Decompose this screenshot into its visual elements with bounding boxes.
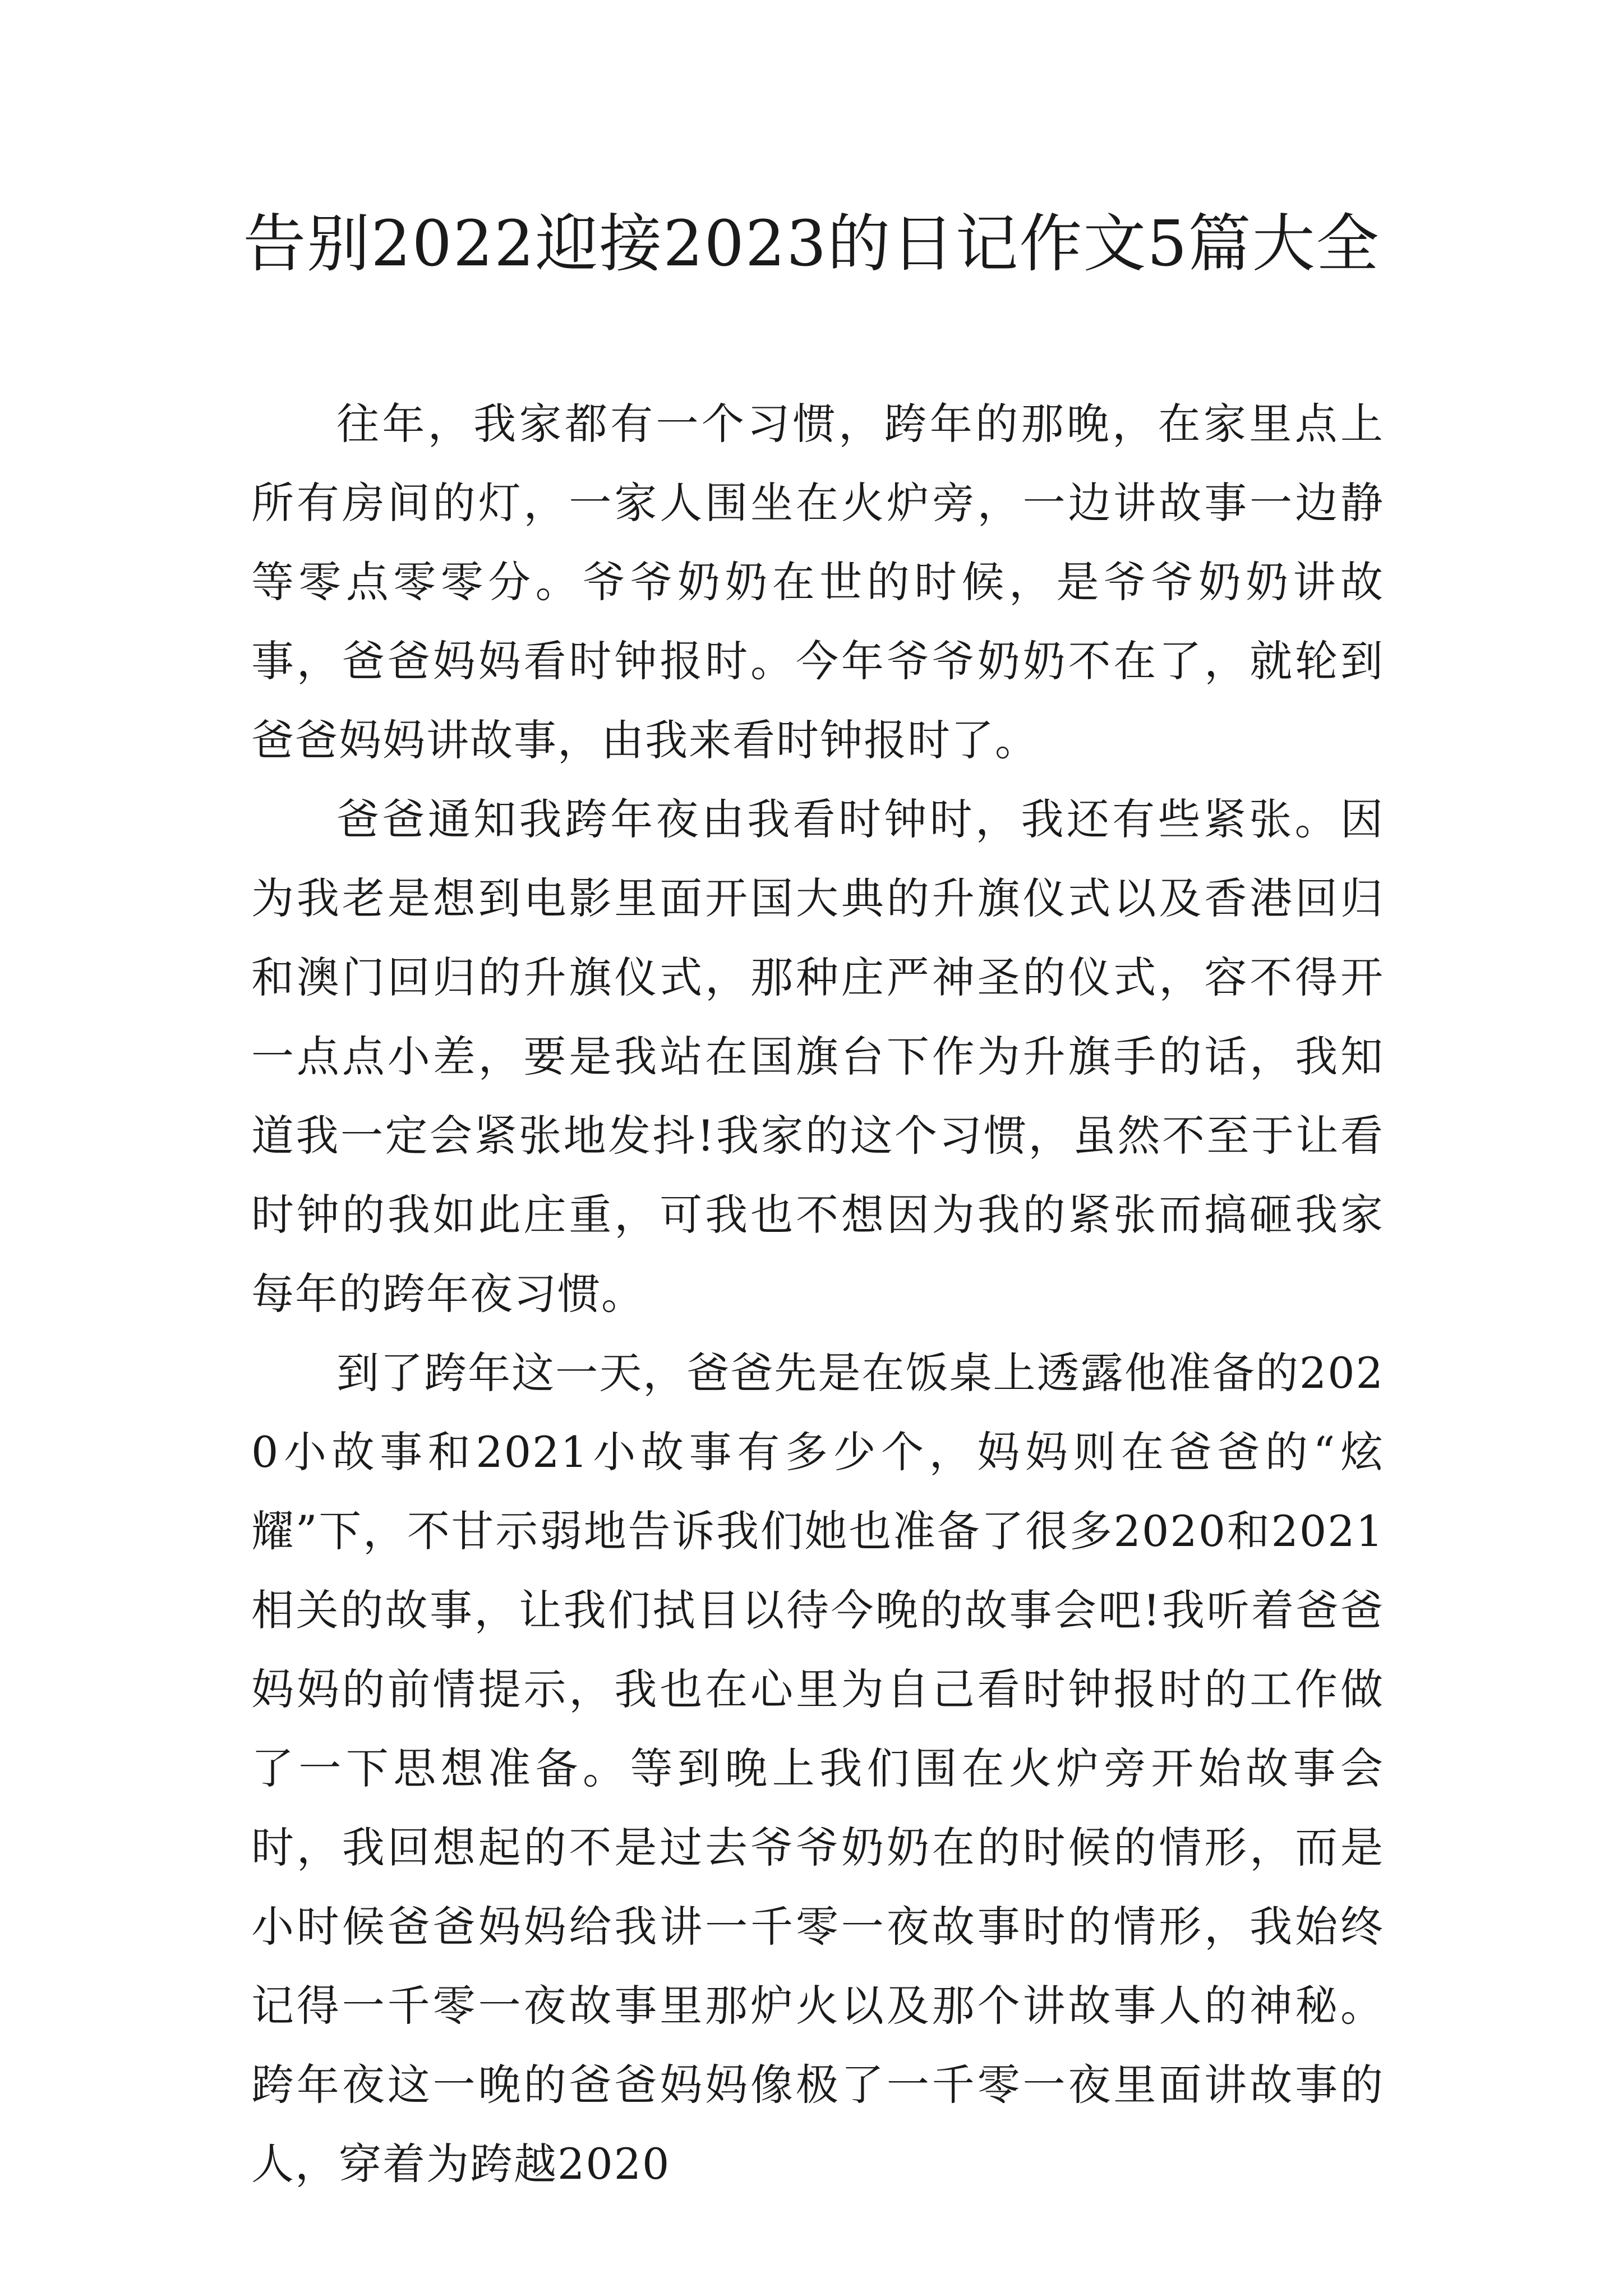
paragraph-3: 到了跨年这一天，爸爸先是在饭桌上透露他准备的2020小故事和2021小故事有多少个，妈妈则在爸爸的“炫耀”下，不甘示弱地告诉我们她也准备了很多2020和2021相关的故事，让我们拭目以待今晚的故事会吧!我听着爸爸妈妈的前情提示，我也在心里为自己看时钟报时的工作做了一下思想准备。等到晚上我们围在火炉旁开始故事会时，我回想起的不是过去爷爷奶奶在的时候的情形，而是小时候爸爸妈妈给我讲一千零一夜故事时的情形，我始终记得一千零一夜故事里那炉火以及那个讲故事人的神秘。跨年夜这一晚的爸爸妈妈像极了一千零一夜里面讲故事的人，穿着为跨越2020 [251,1348,1384,2189]
document-title: 告别2022迎接2023的日记作文5篇大全 [243,208,1380,280]
document-body [251,384,1384,2203]
paragraph-1: 往年，我家都有一个习惯，跨年的那晚，在家里点上所有房间的灯，一家人围坐在火炉旁，一边讲故事一边静等零点零零分。爷爷奶奶在世的时候，是爷爷奶奶讲故事，爸爸妈妈看时钟报时。今年爷爷奶奶不在了，就轮到爸爸妈妈讲故事，由我来看时钟报时了。 [251,399,1384,765]
paragraph-2: 爸爸通知我跨年夜由我看时钟时，我还有些紧张。因为我老是想到电影里面开国大典的升旗仪式以及香港回归和澳门回归的升旗仪式，那种庄严神圣的仪式，容不得开一点点小差，要是我站在国旗台下作为升旗手的话，我知道我一定会紧张地发抖!我家的这个习惯，虽然不至于让看时钟的我如此庄重，可我也不想因为我的紧张而搞砸我家每年的跨年夜习惯。 [251,794,1384,1319]
